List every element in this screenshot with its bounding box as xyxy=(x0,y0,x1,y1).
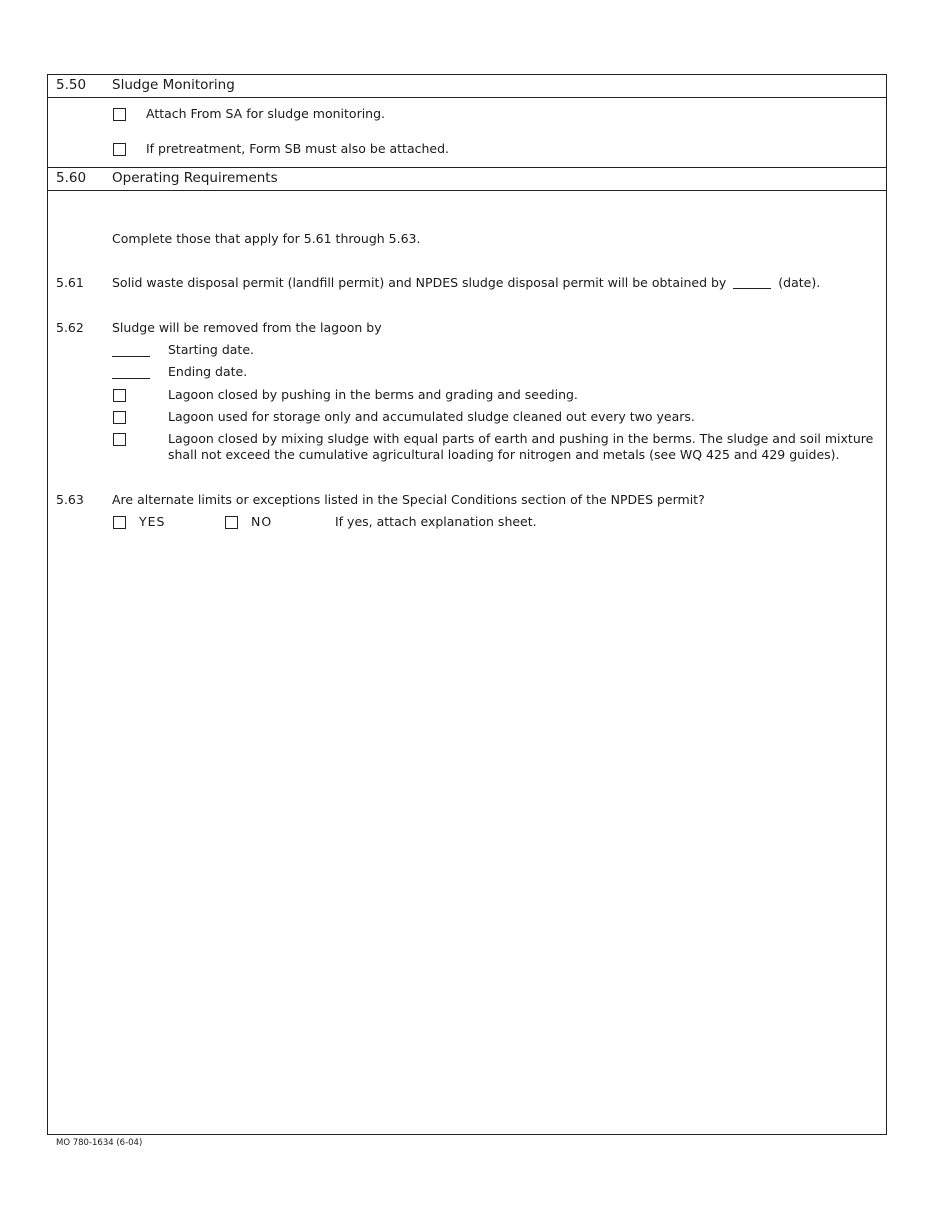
divider-560-header xyxy=(47,190,887,191)
checkbox-no[interactable] xyxy=(225,516,238,529)
checkbox-attach-form-sa[interactable] xyxy=(113,108,126,121)
form-identifier: MO 780-1634 (6-04) xyxy=(56,1138,143,1148)
section-title-sludge-monitoring: Sludge Monitoring xyxy=(112,77,235,93)
label-ending-date: Ending date. xyxy=(168,364,248,379)
label-attach-explanation: If yes, attach explanation sheet. xyxy=(335,514,537,529)
item-563-question: Are alternate limits or exceptions listed in the Special Conditions section of the NPDES permit? xyxy=(112,492,705,507)
label-starting-date: Starting date. xyxy=(168,342,254,357)
section-number-550: 5.50 xyxy=(56,77,87,93)
section-number-560: 5.60 xyxy=(56,170,87,186)
label-yes: YES xyxy=(139,514,166,529)
item-561-text-after: (date). xyxy=(778,275,821,290)
starting-date-blank[interactable] xyxy=(112,356,150,357)
item-561-text-before: Solid waste disposal permit (landfill permit) and NPDES sludge disposal permit will be obtained by xyxy=(112,275,727,290)
item-number-562: 5.62 xyxy=(56,320,84,335)
item-562-text: Sludge will be removed from the lagoon by xyxy=(112,320,382,335)
date-blank-561[interactable] xyxy=(733,288,771,289)
checkbox-lagoon-closed-berms[interactable] xyxy=(113,389,126,402)
item-number-561: 5.61 xyxy=(56,275,84,290)
checkbox-pretreatment-form-sb[interactable] xyxy=(113,143,126,156)
label-lagoon-closed-berms: Lagoon closed by pushing in the berms and grading and seeding. xyxy=(168,387,578,402)
section-title-operating-requirements: Operating Requirements xyxy=(112,170,278,186)
item-561-text xyxy=(112,275,820,291)
ending-date-blank[interactable] xyxy=(112,378,150,379)
label-lagoon-storage-only: Lagoon used for storage only and accumulated sludge cleaned out every two years. xyxy=(168,409,695,424)
label-pretreatment-form-sb: If pretreatment, Form SB must also be attached. xyxy=(146,141,450,156)
checkbox-lagoon-closed-mixing[interactable] xyxy=(113,433,126,446)
label-lagoon-closed-mixing-line1: Lagoon closed by mixing sludge with equal parts of earth and pushing in the berms. The sludge and soil mixture xyxy=(168,431,874,446)
checkbox-yes[interactable] xyxy=(113,516,126,529)
item-number-563: 5.63 xyxy=(56,492,84,507)
label-attach-form-sa: Attach From SA for sludge monitoring. xyxy=(146,106,386,121)
instructions-text: Complete those that apply for 5.61 through 5.63. xyxy=(112,231,421,246)
label-lagoon-closed-mixing-line2: shall not exceed the cumulative agricultural loading for nitrogen and metals (see WQ 425 and 429 guides). xyxy=(168,447,840,462)
divider-550-header xyxy=(47,97,887,98)
label-no: NO xyxy=(251,514,273,529)
checkbox-lagoon-storage-only[interactable] xyxy=(113,411,126,424)
divider-560-top xyxy=(47,167,887,168)
